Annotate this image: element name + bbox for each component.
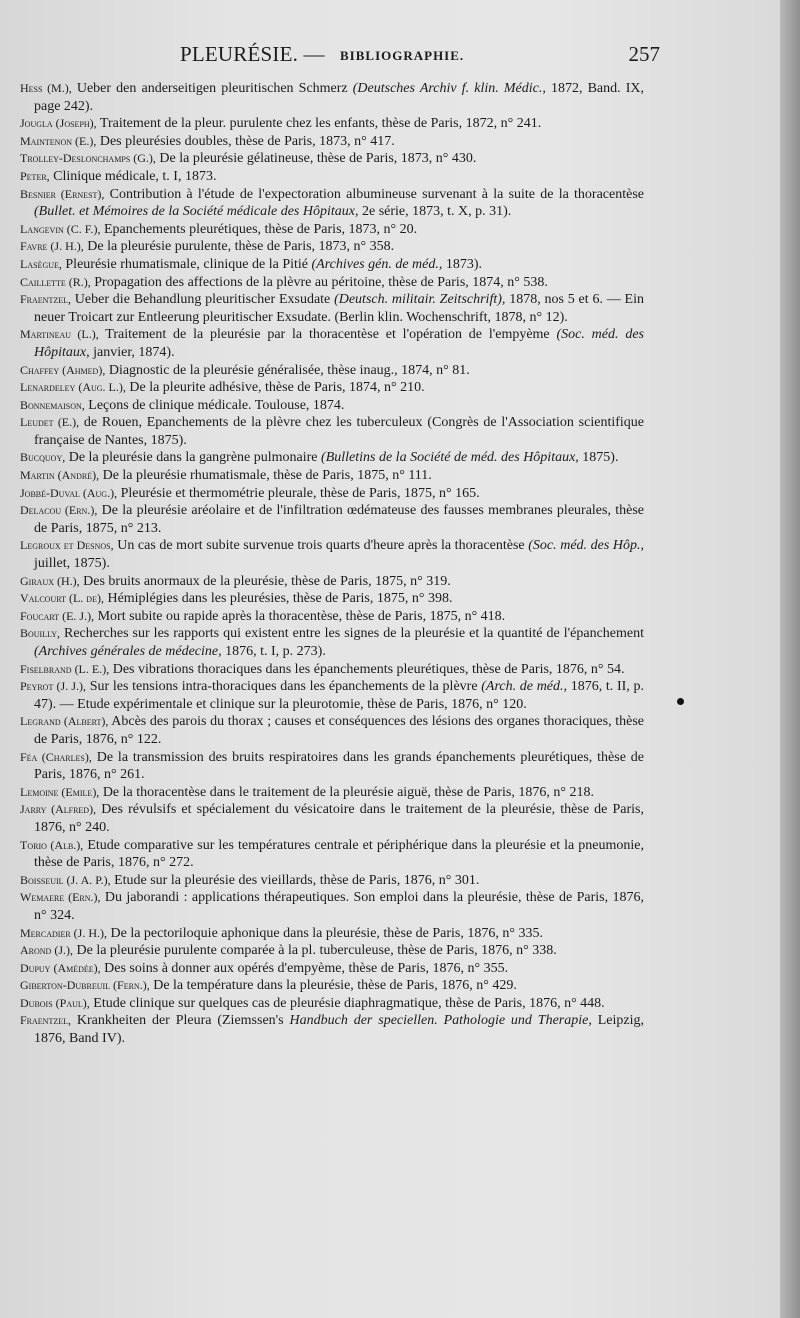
- header-title: PLEURÉSIE. —: [180, 42, 325, 66]
- entry-journal: (Bullet. et Mémoires de la Société médicale des Hôpitaux,: [34, 204, 359, 220]
- entry-text: Contribution à l'étude de l'expectoration albumineuse survenant à la suite de la thoracentèse: [104, 186, 644, 202]
- entry-text: Abcès des parois du thorax ; causes et conséquences des lésions des organes thoraciques, thèse de Paris, 1876, n° 122.: [34, 714, 644, 747]
- entry-text: Diagnostic de la pleurésie généralisée, thèse inaug., 1874, n° 81.: [105, 362, 470, 378]
- entry-text: Traitement de la pleurésie par la thoracentèse et l'opération de l'empyème: [98, 327, 557, 343]
- entry-author: Trolley-Deslonchamps (G.),: [20, 151, 156, 166]
- bibliography-entry: [20, 326, 644, 361]
- bibliography-entry: [20, 414, 644, 449]
- entry-author: Torio (Alb.),: [20, 837, 84, 852]
- entry-author: Dupuy (Amédée),: [20, 960, 101, 975]
- entry-author: Jobbé-Duval (Aug.),: [20, 485, 118, 500]
- entry-author: Fraentzel,: [20, 292, 71, 307]
- entry-text: Ueber die Behandlung pleuritischer Exsudate: [71, 292, 335, 308]
- bibliography-entry: [20, 397, 644, 415]
- bibliography-entry: [20, 168, 644, 186]
- entry-details: 1872, Band. IX, page 242).: [34, 81, 645, 114]
- entry-author: Lasègue,: [20, 256, 62, 271]
- bibliography-entry: [20, 186, 644, 221]
- entry-author: Bouilly,: [20, 626, 60, 641]
- bibliography-entry: [20, 221, 644, 239]
- entry-details: 1876, t. I, p. 273).: [221, 644, 326, 659]
- header-subtitle: BIBLIOGRAPHIE.: [340, 48, 465, 63]
- entry-text: Pleurésie rhumatismale, clinique de la Pitié: [61, 256, 312, 272]
- entry-author: Fiselbrand (L. E.),: [20, 661, 110, 676]
- entry-author: Valcourt (L. de),: [20, 591, 104, 606]
- entry-author: Leudet (E.),: [20, 415, 80, 430]
- entry-text: Krankheiten der Pleura (Ziemssen's: [71, 1013, 290, 1029]
- entry-text: Pleurésie et thermométrie pleurale, thèse de Paris, 1875, n° 165.: [117, 485, 480, 501]
- entry-text: De la pleurésie purulente comparée à la pl. tuberculeuse, thèse de Paris, 1876, n° 338.: [73, 943, 557, 959]
- entry-details: 1878, nos 5 et 6. — Ein neuer Troicart zur Entleerung pleuritischer Exsudate. (Berlin klin. Wochenschrift, 1878, n° 12).: [34, 292, 644, 325]
- bibliography-entry: [20, 467, 644, 485]
- entry-author: Martineau (L.),: [20, 327, 99, 342]
- entry-author: Fraentzel,: [20, 1013, 71, 1028]
- entry-details: 1876, t. II, p. 47). — Etude expérimentale et clinique sur la pleurotomie, thèse de Paris, 1876, n° 120.: [34, 679, 644, 712]
- entry-author: Delacou (Ern.),: [20, 503, 98, 518]
- bibliography-entry: [20, 942, 644, 960]
- entry-author: Wemaere (Ern.),: [20, 890, 101, 905]
- entry-author: Giraux (H.),: [20, 573, 80, 588]
- entry-journal: (Deutsches Archiv f. klin. Médic.,: [352, 81, 546, 96]
- bibliography-entry: [20, 713, 644, 748]
- bibliography-list: [20, 80, 644, 1048]
- entry-text: Mort subite ou rapide après la thoracentèse, thèse de Paris, 1875, n° 418.: [94, 608, 506, 624]
- bibliography-entry: [20, 889, 644, 924]
- entry-journal: (Archives générales de médecine,: [34, 644, 222, 659]
- bibliography-entry: [20, 784, 644, 802]
- entry-author: Dubois (Paul),: [20, 995, 90, 1010]
- bibliography-entry: [20, 678, 644, 713]
- bibliography-entry: [20, 256, 644, 274]
- bibliography-entry: [20, 115, 644, 133]
- entry-text: Propagation des affections de la plèvre au péritoine, thèse de Paris, 1874, n° 538.: [90, 274, 548, 290]
- entry-author: Jougla (Joseph),: [20, 116, 97, 131]
- bibliography-entry: [20, 573, 644, 591]
- entry-author: Arond (J.),: [20, 943, 73, 958]
- bibliography-entry: [20, 837, 644, 872]
- running-header: [20, 42, 660, 72]
- entry-author: Jarry (Alfred),: [20, 802, 97, 817]
- bibliography-entry: [20, 1012, 644, 1047]
- entry-author: Boisseuil (J. A. P.),: [20, 872, 111, 887]
- bibliography-entry: [20, 590, 644, 608]
- bibliography-entry: [20, 925, 644, 943]
- entry-text: Recherches sur les rapports qui existent entre les signes de la pleurésie et la quantité de l'épanchement: [59, 626, 644, 642]
- entry-text: Epanchements pleurétiques, thèse de Paris, 1873, n° 20.: [100, 221, 418, 237]
- entry-text: De la pleurite adhésive, thèse de Paris, 1874, n° 210.: [125, 380, 425, 396]
- bibliography-entry: [20, 872, 644, 890]
- entry-journal: (Soc. méd. des Hôpitaux,: [34, 327, 644, 360]
- entry-text: Des pleurésies doubles, thèse de Paris, 1873, n° 417.: [96, 133, 395, 149]
- entry-text: Etude clinique sur quelques cas de pleurésie diaphragmatique, thèse de Paris, 1876, n° 448.: [89, 995, 605, 1011]
- bibliography-entry: [20, 150, 644, 168]
- entry-text: Leçons de clinique médicale. Toulouse, 1874.: [84, 397, 345, 413]
- entry-author: Maintenon (E.),: [20, 133, 97, 148]
- bibliography-entry: [20, 362, 644, 380]
- entry-author: Lemoine (Emile),: [20, 784, 100, 799]
- bibliography-entry: [20, 379, 644, 397]
- entry-author: Chaffey (Ahmed),: [20, 362, 106, 377]
- entry-author: Langevin (C. F.),: [20, 221, 101, 236]
- entry-text: de Rouen, Epanchements de la plèvre chez les tuberculeux (Congrès de l'Association scientifique française de Nantes, 1875).: [34, 415, 644, 448]
- entry-text: Du jaborandi : applications thérapeutiques. Son emploi dans la pleurésie, thèse de Paris, 1876, n° 324.: [34, 890, 644, 923]
- entry-text: De la transmission des bruits respiratoires dans les grands épanchements pleurétiques, thèse de Paris, 1876, n° 261.: [34, 749, 645, 783]
- entry-author: Mercadier (J. H.),: [20, 925, 107, 940]
- entry-text: Traitement de la pleur. purulente chez les enfants, thèse de Paris, 1872, n° 241.: [96, 116, 542, 132]
- bibliography-entry: [20, 960, 644, 978]
- bibliography-entry: [20, 537, 644, 572]
- entry-text: Des vibrations thoraciques dans les épanchements pleurétiques, thèse de Paris, 1876, n° 54.: [109, 661, 625, 677]
- entry-details: 1873).: [442, 256, 483, 272]
- entry-author: Favre (J. H.),: [20, 239, 84, 254]
- bibliography-entry: [20, 749, 644, 784]
- bibliography-entry: [20, 995, 644, 1013]
- entry-text: Ueber den anderseitigen pleuritischen Schmerz: [71, 81, 353, 96]
- entry-journal: (Archives gén. de méd.,: [311, 256, 443, 272]
- entry-text: Etude sur la pleurésie des vieillards, thèse de Paris, 1876, n° 301.: [110, 872, 480, 888]
- bibliography-entry: [20, 661, 644, 679]
- entry-text: De la pleurésie rhumatismale, thèse de Paris, 1875, n° 111.: [99, 468, 432, 484]
- entry-author: Legroux et Desnos,: [20, 538, 114, 553]
- entry-journal: (Bulletins de la Société de méd. des Hôpitaux,: [321, 450, 579, 466]
- entry-text: De la pectoriloquie aphonique dans la pleurésie, thèse de Paris, 1876, n° 335.: [107, 925, 543, 941]
- bibliography-entry: [20, 291, 644, 326]
- ink-spot-mark: [677, 698, 684, 705]
- entry-text: Des bruits anormaux de la pleurésie, thèse de Paris, 1875, n° 319.: [79, 573, 451, 589]
- entry-author: Hess (M.),: [20, 81, 72, 95]
- entry-details: 1875).: [578, 450, 619, 466]
- entry-author: Peyrot (J. J.),: [20, 679, 87, 694]
- entry-text: Des soins à donner aux opérés d'empyème, thèse de Paris, 1876, n° 355.: [100, 960, 509, 976]
- entry-author: Besnier (Ernest),: [20, 186, 105, 201]
- page-number: 257: [628, 42, 660, 66]
- entry-text: Etude comparative sur les températures centrale et périphérique dans la pleurésie et la pneumonie, thèse de Paris, 1876, n° 272.: [34, 837, 644, 871]
- entry-journal: (Soc. méd. des Hôp.,: [528, 538, 644, 554]
- bibliography-entry: [20, 133, 644, 151]
- entry-author: Peter,: [20, 168, 50, 183]
- entry-author: Giberton-Dubreuil (Fern.),: [20, 978, 150, 993]
- bibliography-entry: [20, 502, 644, 537]
- entry-journal: (Arch. de méd.,: [481, 679, 568, 695]
- entry-text: De la pleurésie dans la gangrène pulmonaire: [65, 450, 322, 466]
- entry-author: Martin (André),: [20, 468, 100, 483]
- entry-author: Foucart (E. J.),: [20, 608, 95, 623]
- entry-text: Hémiplégies dans les pleurésies, thèse de Paris, 1875, n° 398.: [103, 591, 453, 607]
- entry-text: Sur les tensions intra-thoraciques dans les épanchements de la plèvre: [86, 679, 482, 695]
- entry-author: Bonnemaison,: [20, 397, 85, 412]
- entry-text: De la pleurésie aréolaire et de l'infiltration œdémateuse des fausses membranes pleurales, thèse de Paris, 1875, n° 213.: [34, 503, 644, 536]
- entry-author: Bucquoy,: [20, 450, 66, 465]
- entry-text: Un cas de mort subite survenue trois quarts d'heure après la thoracentèse: [113, 538, 529, 554]
- entry-author: Caillette (R.),: [20, 274, 91, 289]
- entry-details: juillet, 1875).: [34, 556, 110, 572]
- bibliography-entry: [20, 977, 644, 995]
- bibliography-entry: [20, 80, 644, 115]
- page-edge: [780, 0, 800, 1318]
- entry-details: 2e série, 1873, t. X, p. 31).: [358, 204, 512, 220]
- entry-text: De la thoracentèse dans le traitement de la pleurésie aiguë, thèse de Paris, 1876, n° 218.: [99, 784, 594, 800]
- entry-details: Leipzig, 1876, Band IV).: [34, 1013, 644, 1047]
- entry-text: De la pleurésie purulente, thèse de Paris, 1873, n° 358.: [83, 239, 395, 255]
- entry-text: De la pleurésie gélatineuse, thèse de Paris, 1873, n° 430.: [155, 151, 477, 167]
- bibliography-entry: [20, 238, 644, 256]
- bibliography-entry: [20, 608, 644, 626]
- bibliography-entry: [20, 485, 644, 503]
- bibliography-entry: [20, 801, 644, 836]
- entry-text: Clinique médicale, t. I, 1873.: [49, 168, 217, 184]
- entry-journal: (Deutsch. militair. Zeitschrift),: [334, 292, 506, 308]
- bibliography-entry: [20, 449, 644, 467]
- entry-author: Féa (Charles),: [20, 749, 92, 764]
- bibliography-entry: [20, 625, 644, 660]
- bibliography-entry: [20, 274, 644, 292]
- entry-text: Des révulsifs et spécialement du vésicatoire dans le traitement de la pleurésie, thèse de Paris, 1876, n° 240.: [34, 802, 644, 835]
- entry-text: De la température dans la pleurésie, thèse de Paris, 1876, n° 429.: [149, 978, 517, 994]
- entry-details: janvier, 1874).: [89, 344, 175, 360]
- entry-author: Legrand (Albert),: [20, 714, 109, 729]
- entry-author: Lenardeley (Aug. L.),: [20, 380, 126, 395]
- entry-journal: Handbuch der speciellen. Pathologie und Therapie,: [289, 1013, 592, 1029]
